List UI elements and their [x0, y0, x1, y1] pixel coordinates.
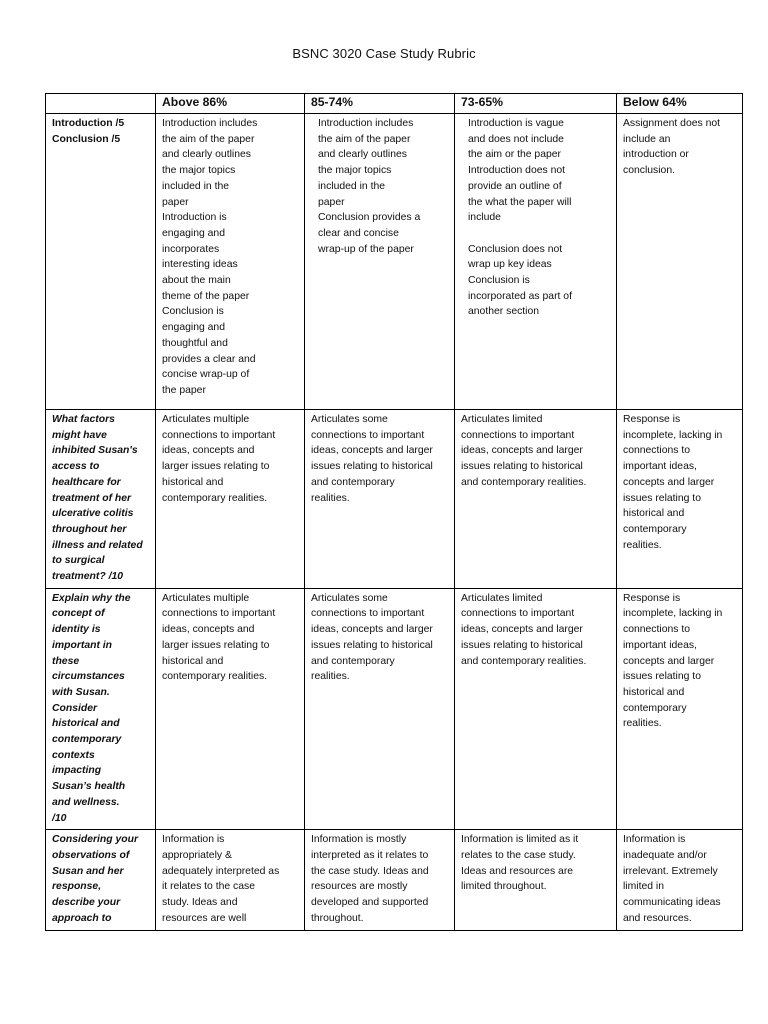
- criterion-identity: Explain why the concept of identity is important in these circumstances with Susan. Consider historical and contemporary contexts impacting Susan’s health and wellness. /10: [46, 588, 156, 830]
- table-row: [46, 830, 743, 930]
- descriptor-above-86: Introduction includes the aim of the paper and clearly outlines the major topics included in the paper Introduction is engaging and incorporates interesting ideas about the main theme of the paper Conclusion is engaging and thoughtful and provides a clear and concise wrap-up of the paper: [156, 114, 305, 410]
- header-criteria: [46, 94, 156, 114]
- descriptor-below-64: Response is incomplete, lacking in connections to important ideas, concepts and larger issues relating to historical and contemporary realities.: [617, 588, 743, 830]
- descriptor-73-65: Information is limited as it relates to the case study. Ideas and resources are limited throughout.: [455, 830, 617, 930]
- header-below-64: Below 64%: [617, 94, 743, 114]
- descriptor-above-86: Articulates multiple connections to important ideas, concepts and larger issues relating to historical and contemporary realities.: [156, 588, 305, 830]
- header-85-74: 85-74%: [305, 94, 455, 114]
- header-73-65: 73-65%: [455, 94, 617, 114]
- document-title: BSNC 3020 Case Study Rubric: [292, 46, 476, 61]
- header-row: [46, 94, 743, 114]
- criterion-approach: Considering your observations of Susan and her response, describe your approach to: [46, 830, 156, 930]
- descriptor-73-65: Articulates limited connections to important ideas, concepts and larger issues relating to historical and contemporary realities.: [455, 588, 617, 830]
- table-row: [46, 114, 743, 410]
- descriptor-73-65: Introduction is vague and does not include the aim or the paper Introduction does not provide an outline of the what the paper will include Conclusion does not wrap up key ideas Conclusion is incorporated as part of another section: [455, 114, 617, 410]
- descriptor-73-65: Articulates limited connections to important ideas, concepts and larger issues relating to historical and contemporary realities.: [455, 410, 617, 589]
- rubric-table: [45, 93, 743, 931]
- table-row: [46, 588, 743, 830]
- descriptor-above-86: Articulates multiple connections to important ideas, concepts and larger issues relating to historical and contemporary realities.: [156, 410, 305, 589]
- descriptor-above-86: Information is appropriately & adequately interpreted as it relates to the case study. Ideas and resources are well: [156, 830, 305, 930]
- descriptor-85-74: Articulates some connections to important ideas, concepts and larger issues relating to historical and contemporary realities.: [305, 410, 455, 589]
- descriptor-below-64: Assignment does not include an introduction or conclusion.: [617, 114, 743, 410]
- descriptor-below-64: Information is inadequate and/or irrelevant. Extremely limited in communicating ideas and resources.: [617, 830, 743, 930]
- descriptor-85-74: Information is mostly interpreted as it relates to the case study. Ideas and resources are mostly developed and supported throughout.: [305, 830, 455, 930]
- descriptor-85-74: Introduction includes the aim of the paper and clearly outlines the major topics included in the paper Conclusion provides a clear and concise wrap-up of the paper: [305, 114, 455, 410]
- criterion-intro-conclusion: Introduction /5 Conclusion /5: [46, 114, 156, 410]
- table-row: [46, 410, 743, 589]
- descriptor-85-74: Articulates some connections to important ideas, concepts and larger issues relating to historical and contemporary realities.: [305, 588, 455, 830]
- header-above-86: Above 86%: [156, 94, 305, 114]
- criterion-access-healthcare: What factors might have inhibited Susan's access to healthcare for treatment of her ulcerative colitis throughout her illness and related to surgical treatment? /10: [46, 410, 156, 589]
- descriptor-below-64: Response is incomplete, lacking in connections to important ideas, concepts and larger issues relating to historical and contemporary realities.: [617, 410, 743, 589]
